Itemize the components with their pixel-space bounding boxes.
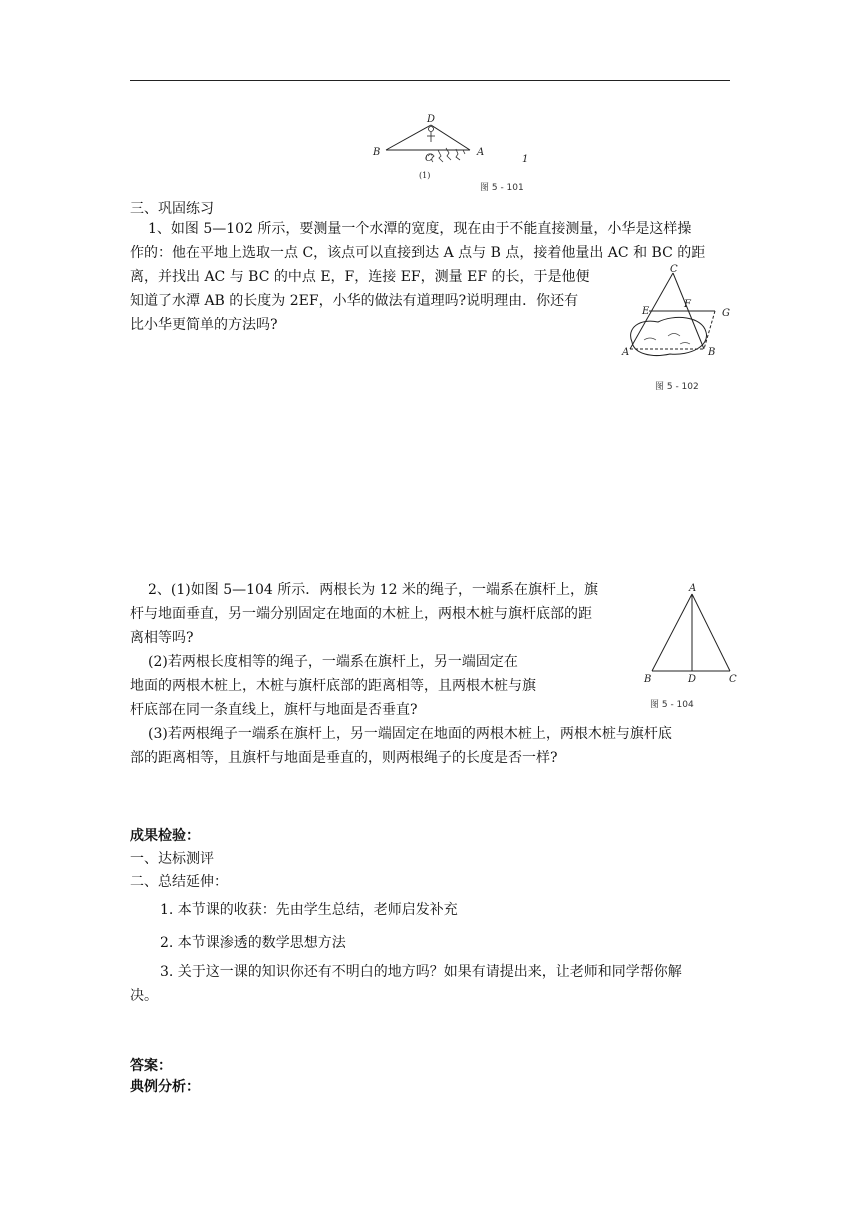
label-b: B <box>708 347 716 358</box>
q1-line-4: 知道了水潭 AB 的长度为 2EF，小华的做法有道理吗?说明理由．你还有 <box>130 293 579 309</box>
label-e: E <box>642 306 650 317</box>
results-title: 成果检验： <box>130 828 200 844</box>
q1-line-1: 1、如图 5—102 所示，要测量一个水潭的宽度，现在由于不能直接测量，小华是这样操 <box>148 221 692 237</box>
q1-line-3: 离，并找出 AC 与 BC 的中点 E，F，连接 EF，测量 EF 的长，于是他便 <box>130 269 590 285</box>
margin-mark: 1 <box>522 154 529 165</box>
results-sub-3b: 决。 <box>130 988 158 1004</box>
answers-title: 答案： <box>130 1058 172 1074</box>
results-sub-2: 2. 本节课渗透的数学思想方法 <box>160 935 346 951</box>
answers-sub: 典例分析： <box>130 1079 200 1095</box>
q1-line-5: 比小华更简单的方法吗? <box>130 317 278 333</box>
q2-p3-line-2: 部的距离相等，且旗杆与地面是垂直的，则两根绳子的长度是否一样? <box>130 750 558 766</box>
label-b: B <box>373 147 381 158</box>
results-item-2: 二、总结延伸： <box>130 874 228 890</box>
label-a: A <box>622 347 630 358</box>
label-c: C <box>729 674 737 684</box>
results-sub-1: 1. 本节课的收获：先由学生总结，老师启发补充 <box>160 902 458 918</box>
q2-p2-line-3: 杆底部在同一条直线上，旗杆与地面是否垂直? <box>130 702 418 718</box>
q2-p1-line-1: 2、(1)如图 5—104 所示．两根长为 12 米的绳子，一端系在旗杆上，旗 <box>148 582 598 598</box>
label-a: A <box>689 583 697 594</box>
q2-p1-line-3: 离相等吗? <box>130 630 194 646</box>
label-a: A <box>477 147 485 158</box>
results-sub-3a: 3. 关于这一课的知识你还有不明白的地方吗？如果有请提出来，让老师和同学帮你解 <box>160 964 682 980</box>
header-rule <box>130 80 730 81</box>
caption-fig-104: 图 5 - 104 <box>650 700 694 710</box>
results-item-1: 一、达标测评 <box>130 851 214 867</box>
q2-p1-line-2: 杆与地面垂直，另一端分别固定在地面的木桩上，两根木桩与旗杆底部的距 <box>130 606 592 622</box>
q2-p2-line-2: 地面的两根木桩上，木桩与旗杆底部的距离相等，且两根木桩与旗 <box>130 678 536 694</box>
figure-5-102 <box>618 262 740 372</box>
label-d: D <box>688 674 697 684</box>
q2-p2-line-1: (2)若两根长度相等的绳子，一端系在旗杆上，另一端固定在 <box>148 654 518 670</box>
label-c: C <box>425 153 433 164</box>
sub-label: (1) <box>419 171 431 180</box>
caption-fig-101: 图 5 - 101 <box>480 183 524 193</box>
figure-5-104 <box>638 580 742 684</box>
section-title: 三、巩固练习 <box>130 201 214 217</box>
q2-p3-line-1: (3)若两根绳子一端系在旗杆上，另一端固定在地面的两根木桩上，两根木桩与旗杆底 <box>148 726 672 742</box>
label-g: G <box>722 308 730 319</box>
label-d: D <box>427 114 436 125</box>
label-f: F <box>684 299 691 310</box>
caption-fig-102: 图 5 - 102 <box>655 382 699 392</box>
label-c: C <box>670 264 678 275</box>
label-b: B <box>644 674 652 684</box>
q1-line-2: 作的：他在平地上选取一点 C，该点可以直接到达 A 点与 B 点，接着他量出 AC 和 BC 的距 <box>130 245 706 261</box>
